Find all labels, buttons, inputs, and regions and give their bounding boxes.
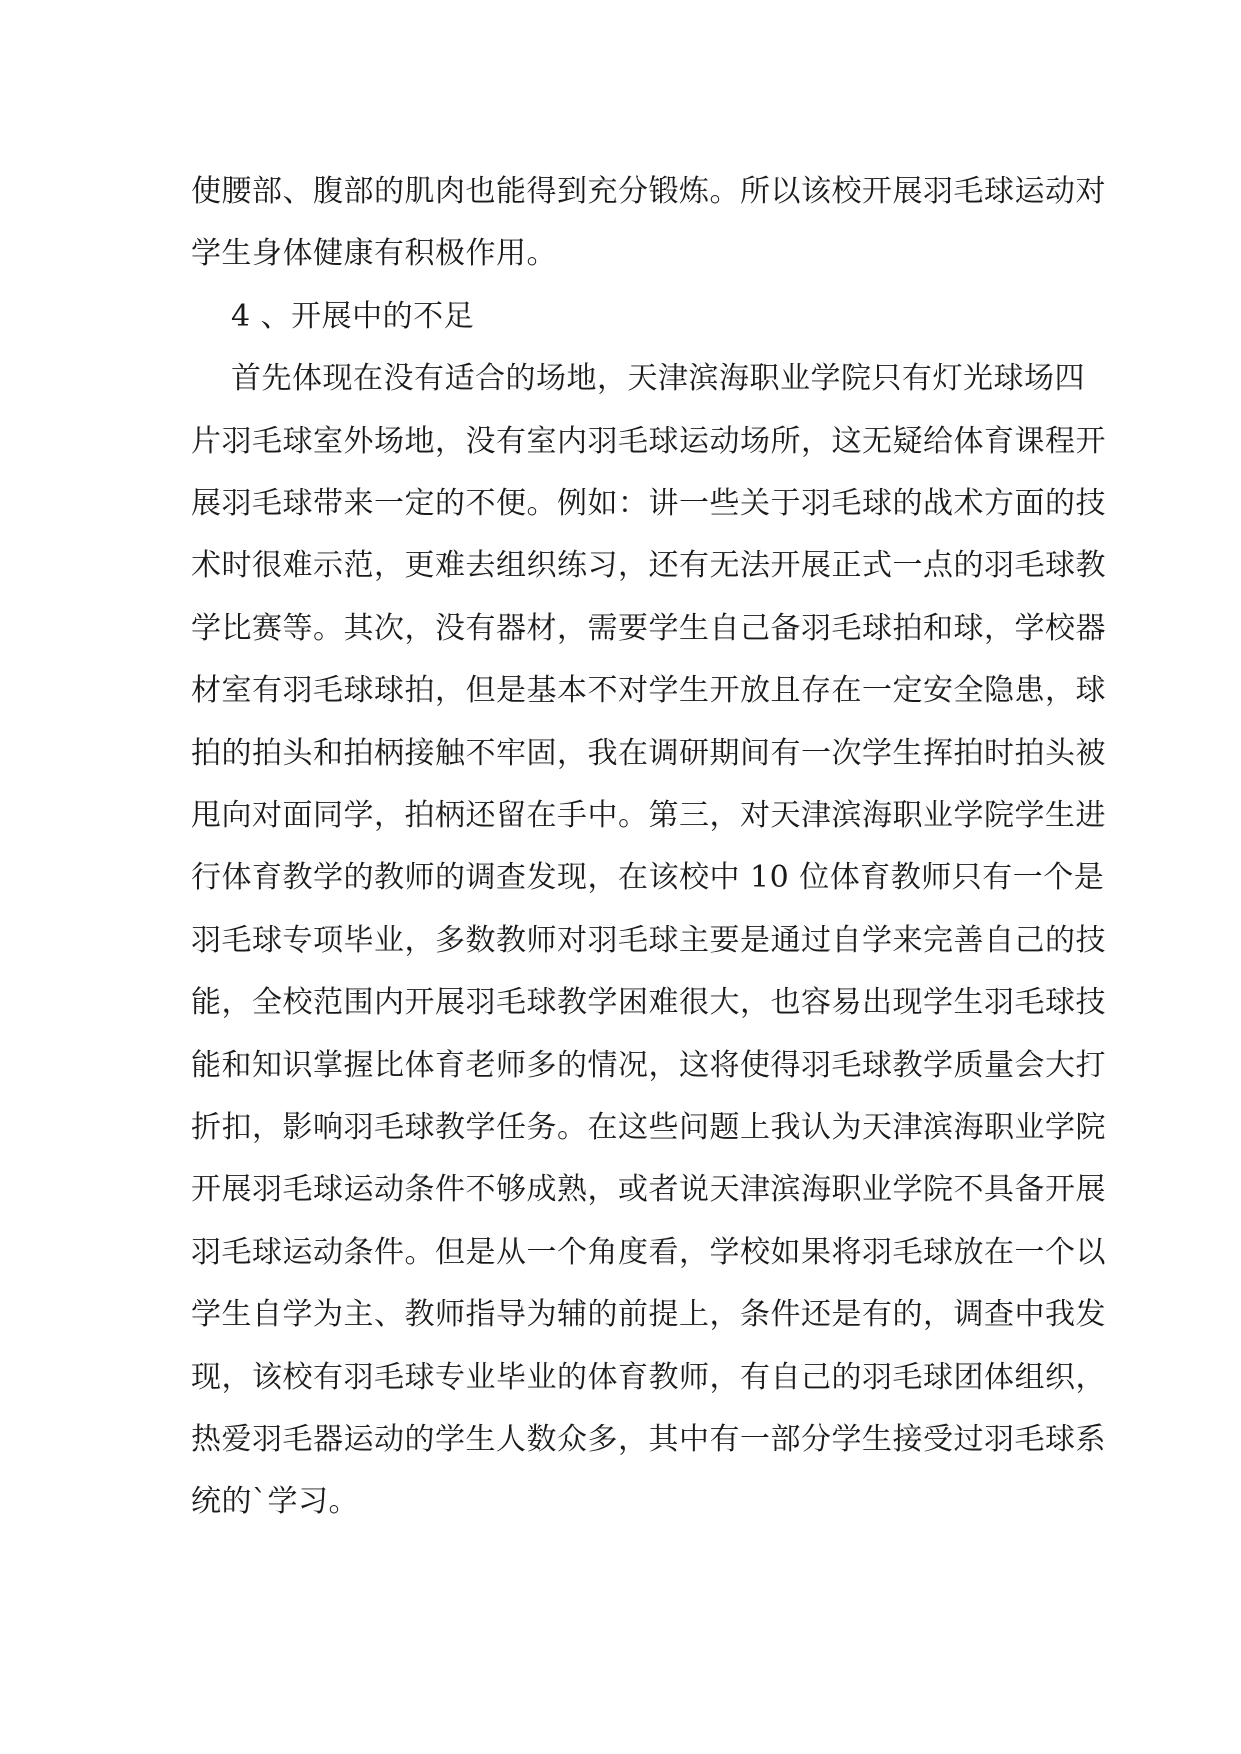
paragraph-2-line-15: 羽毛球运动条件。但是从一个角度看，学校如果将羽毛球放在一个以 — [191, 1235, 1106, 1270]
paragraph-2-line-12: 能和知识掌握比体育老师多的情况，这将使得羽毛球教学质量会大打 — [191, 1048, 1106, 1083]
paragraph-2-line-11: 能，全校范围内开展羽毛球教学困难很大，也容易出现学生羽毛球技 — [191, 985, 1106, 1020]
paragraph-2-line-18: 热爱羽毛器运动的学生人数众多，其中有一部分学生接受过羽毛球系 — [191, 1422, 1106, 1457]
paragraph-2-line-10: 羽毛球专项毕业，多数教师对羽毛球主要是通过自学来完善自己的技 — [191, 923, 1106, 958]
paragraph-1-line-2: 学生身体健康有积极作用。 — [191, 236, 557, 271]
paragraph-2-line-8: 甩向对面同学，拍柄还留在手中。第三，对天津滨海职业学院学生进 — [191, 798, 1106, 833]
paragraph-2-line-5: 学比赛等。其次，没有器材，需要学生自己备羽毛球拍和球，学校器 — [191, 611, 1106, 646]
paragraph-2-line-16: 学生自学为主、教师指导为辅的前提上，条件还是有的，调查中我发 — [191, 1297, 1106, 1332]
paragraph-1-line-1: 使腰部、腹部的肌肉也能得到充分锻炼。所以该校开展羽毛球运动对 — [191, 174, 1106, 209]
section-heading-4: 4 、开展中的不足 — [231, 299, 475, 334]
paragraph-2-line-14: 开展羽毛球运动条件不够成熟，或者说天津滨海职业学院不具备开展 — [191, 1172, 1106, 1207]
paragraph-2-line-7: 拍的拍头和拍柄接触不牢固，我在调研期间有一次学生挥拍时拍头被 — [191, 736, 1106, 771]
paragraph-2-line-3: 展羽毛球带来一定的不便。例如：讲一些关于羽毛球的战术方面的技 — [191, 486, 1106, 521]
paragraph-2-line-6: 材室有羽毛球球拍，但是基本不对学生开放且存在一定安全隐患，球 — [191, 673, 1106, 708]
paragraph-2-line-2: 片羽毛球室外场地，没有室内羽毛球运动场所，这无疑给体育课程开 — [191, 424, 1106, 459]
paragraph-2-line-13: 折扣，影响羽毛球教学任务。在这些问题上我认为天津滨海职业学院 — [191, 1110, 1106, 1145]
paragraph-2-line-1: 首先体现在没有适合的场地，天津滨海职业学院只有灯光球场四 — [231, 361, 1085, 396]
paragraph-2-line-9: 行体育教学的教师的调查发现，在该校中 10 位体育教师只有一个是 — [191, 860, 1105, 895]
paragraph-2-line-4: 术时很难示范，更难去组织练习，还有无法开展正式一点的羽毛球教 — [191, 548, 1106, 583]
paragraph-2-line-19: 统的`学习。 — [191, 1484, 359, 1519]
paragraph-2-line-17: 现，该校有羽毛球专业毕业的体育教师，有自己的羽毛球团体组织， — [191, 1360, 1106, 1395]
